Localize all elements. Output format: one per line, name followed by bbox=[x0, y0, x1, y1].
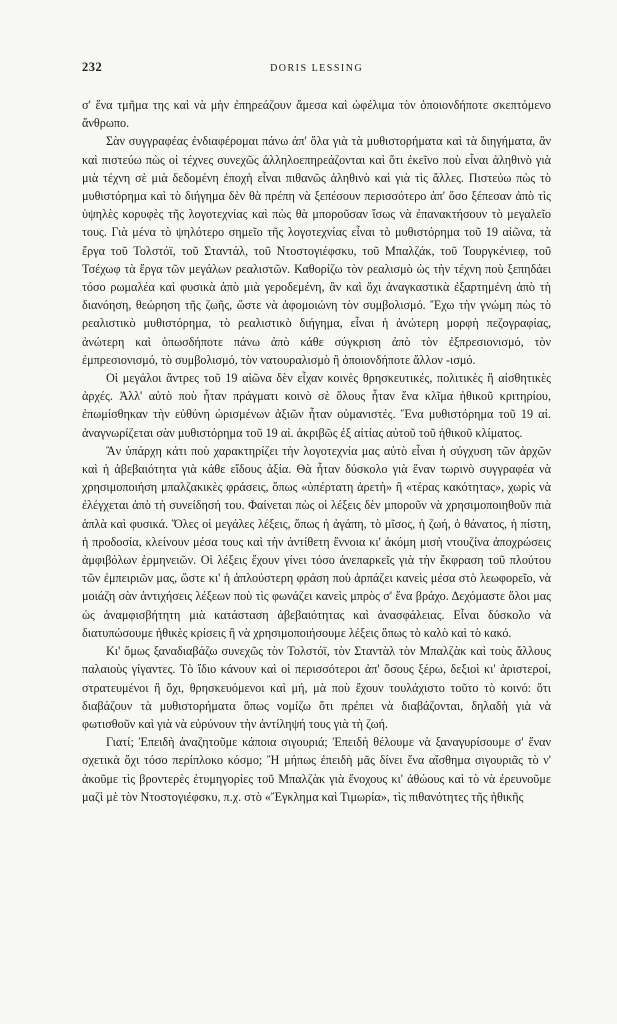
paragraph: Σὰν συγγραφέας ἐνδιαφέρομαι πάνω ἀπ' ὅλα γιὰ τὰ μυθιστορήματα καὶ τὰ διηγήματα, ἂν καὶ πιστεύω πὼς οἱ τέχνες συνεχῶς ἀλληλοεπηρεάζονται καὶ ὅτι ἐκεῖνο ποὺ εἶναι ἀληθινὸ γιὰ μιὰ τέχνη σὲ μιὰ δεδομένη ἐποχὴ εἶναι πιθανῶς ἀληθινὸ καὶ γιὰ τὶς ἄλλες. Πιστεύω πὼς τὸ μυθιστόρημα καὶ τὸ διήγημα δὲν θὰ πρέπη νὰ ξεπέσουν περισσότερο ἀπ' ὅσο ξέπεσαν ἀπὸ τὶς ὑψηλὲς κορυφὲς τῆς λογοτεχνίας καὶ πὼς θὰ μποροῦσαν ἴσως νὰ ἐπανακτήσουν τὸ μεγαλεῖο τους. Γιὰ μένα τὸ ψηλότερο σημεῖο τῆς λογοτεχνίας εἶναι τὸ μυθιστόρημα τοῦ 19 αἰῶνα, τὰ ἔργα τοῦ Τολστόϊ, τοῦ Σταντάλ, τοῦ Ντοστογιέφσκυ, τοῦ Μπαλζάκ, τοῦ Τουργκένιεφ, τοῦ Τσέχωφ τὰ ἔργα τῶν μεγάλων ρεαλιστῶν. Καθορίζω τὸν ρεαλισμὸ ὡς τὴν τέχνη ποὺ ξεπηδάει τόσο ρωμαλέα καὶ φυσικὰ ἀπὸ μιὰ γεροδεμένη, ἂν καὶ ὄχι ἀναγκαστικὰ ἐξαρτημένη ἀπὸ τὴ διανόηση, θεώρηση τῆς ζωῆς, ὥστε νὰ ἀφομοιώνη τὸν συμβολισμό. Ἔχω τὴν γνώμη πὼς τὸ ρεαλιστικὸ μυθιστόρημα, τὸ ρεαλιστικὸ διήγημα, εἶναι ἡ ἀνώτερη μορφὴ πεζογραφίας, ἀνώτερη καὶ ὁπωσδήποτε πάνω ἀπὸ κάθε σύγκριση ἀπὸ τὸν ἐξπρεσιονισμό, τὸν ἐμπρεσιονισμό, τὸ συμβολισμό, τὸν νατουραλισμὸ ἢ ὁποιονδήποτε ἄλλον -ισμό. bbox=[82, 134, 551, 367]
page-number: 232 bbox=[82, 60, 103, 74]
paragraph: Οἱ μεγάλοι ἄντρες τοῦ 19 αἰῶνα δὲν εἶχαν κοινὲς θρησκευτικές, πολιτικὲς ἢ αἰσθητικὲς ἀρχές. Ἀλλ' αὐτὸ ποὺ ἦταν πράγματι κοινὸ σὲ ὅλους ἦταν ἕνα κλῖμα ἠθικοῦ κριτηρίου, ἐπωμίσθηκαν τὴν εὐθύνη ὡρισμένων ἀξιῶν ἦταν οὑμανιστές. Ἕνα μυθιστόρημα τοῦ 19 αἰ. ἀναγνωρίζεται σὰν μυθιστόρημα τοῦ 19 αἰ. ἀκριβῶς ἐξ αἰτίας αὐτοῦ τοῦ ἠθικοῦ κλίματος. bbox=[82, 371, 551, 440]
paragraph: σ' ἕνα τμῆμα της καὶ νὰ μὴν ἐπηρεάζουν ἄμεσα καὶ ὠφέλιμα τὸν ὁποιονδήποτε σκεπτόμενο ἄνθρωπο. bbox=[82, 98, 551, 131]
paragraph: Γιατί; Ἐπειδὴ ἀναζητοῦμε κάποια σιγουριά; Ἐπειδὴ θέλουμε νὰ ξαναγυρίσουμε σ' ἕναν σχετικὰ ὄχι τόσο περίπλοκο κόσμο; Ἢ μήπως ἐπειδὴ μᾶς δίνει ἕνα αἴσθημα σιγουριᾶς τὸ ν' ἀκοῦμε τὶς βροντερὲς ἐτυμηγορίες τοῦ Μπαλζὰκ γιὰ ἔνοχους κι' ἀθώους καὶ τὸ νὰ ἐρευνοῦμε μαζὶ μὲ τὸν Ντοστογιέφσκυ, π.χ. στὸ «Ἔγκλημα καὶ Τιμωρία», τὶς πιθανότητες τῆς ἠθικῆς bbox=[82, 735, 551, 804]
paragraph: Κι' ὅμως ξαναδιαβάζω συνεχῶς τὸν Τολστόϊ, τὸν Σταντὰλ τὸν Μπαλζὰκ καὶ τοὺς ἄλλους παλαιοὺς γίγαντες. Τὸ ἴδιο κάνουν καὶ οἱ περισσότεροι ἀπ' ὅσους ξέρω, δεξιοὶ κι' ἀριστεροί, στρατευμένοι ἢ ὄχι, θρησκευόμενοι καὶ μή, μὰ ποὺ ἔχουν τουλάχιστο τοῦτο τὸ κοινό: ὅτι διαβάζουν τὰ μυθιστορήματα ὅπως νομίζω ὅτι πρέπει νὰ διαβάζονται, δηλαδὴ γιὰ νὰ φωτισθοῦν καὶ γιὰ νὰ εὐρύνουν τὴν ἀντίληψή τους γιὰ τὴ ζωή. bbox=[82, 644, 551, 731]
running-title: DORIS LESSING bbox=[270, 63, 364, 74]
paragraph: Ἂν ὑπάρχη κάτι ποὺ χαρακτηρίζει τὴν λογοτεχνία μας αὐτὸ εἶναι ἡ σύγχυση τῶν ἀρχῶν καὶ ἡ ἀβεβαιότητα γιὰ κάθε εἴδους ἀξία. Θὰ ἦταν δύσκολο γιὰ ἕναν τωρινὸ συγγραφέα νὰ χρησιμοποιήση μπαλζακικὲς φράσεις, ὅπως «ὑπέρτατη ἀρετὴ» ἢ «τέρας κακότητας», χωρὶς νὰ ἐλέγχεται ἀπὸ τὴ συνείδησή του. Φαίνεται πὼς οἱ λέξεις δὲν μποροῦν νὰ χρησιμοποιηθοῦν πιὰ ἁπλὰ καὶ φυσικά. Ὅλες οἱ μεγάλες λέξεις, ὅπως ἡ ἀγάπη, τὸ μῖσος, ἡ ζωή, ὁ θάνατος, ἡ πίστη, ἡ προδοσία, κλείνουν μέσα τους καὶ τὴν ἀντίθετη ἔννοια κι' ἀκόμη μισὴ ντουζίνα ἀποχρώσεις ἀμφιβόλων ἑρμηνειῶν. Οἱ λέξεις ἔχουν γίνει τόσο ἀνεπαρκεῖς γιὰ τὴν ἔκφραση τοῦ πλούτου τῶν ἐμπειριῶν μας, ὥστε κι' ἡ ἁπλούστερη φράση ποὺ ἁρπάζει κανεὶς μέσα στὸ λεωφορεῖο, νὰ μοιάζη σὰν ἀντιχήσεις λέξεων ποὺ τὶς φωνάζει κανεὶς μπρὸς σ' ἕνα βράχο. Δεχόμαστε ὅλοι μας ὡς ἀναμφισβήτητη μιὰ κατάσταση ἀβεβαιότητας καὶ ἀνασφάλειας. Εἶναι δύσκολο νὰ διατυπώσουμε ἠθικὲς κρίσεις ἢ νὰ χρησιμοποιήσουμε λέξεις ὅπως τὸ καλὸ καὶ τὸ κακό. bbox=[82, 443, 551, 640]
body-text bbox=[82, 96, 551, 806]
running-head bbox=[82, 60, 551, 82]
